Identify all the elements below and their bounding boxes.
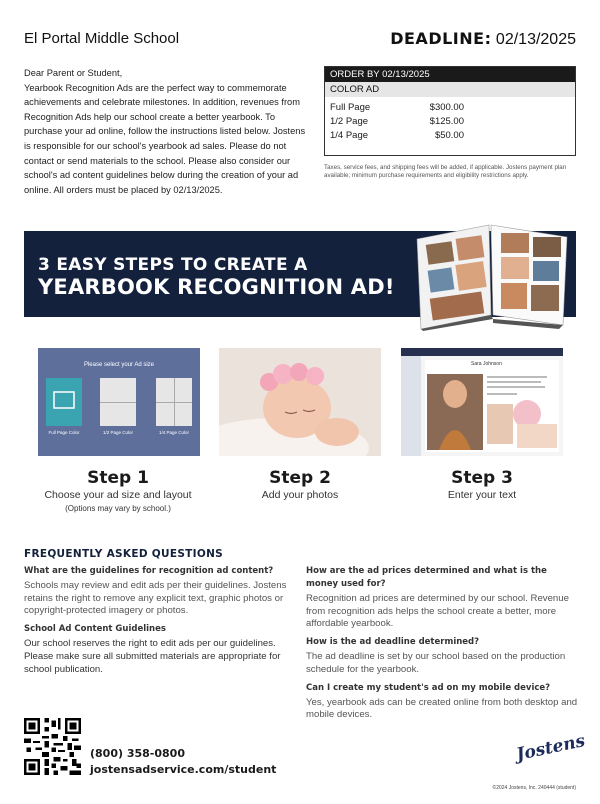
step1-description: Choose your ad size and layout — [44, 489, 192, 501]
faq-answer: Recognition ad prices are determined by our school. Revenue from recognition ads helps the school create a better, more affordable yearbook. — [306, 593, 569, 630]
faq-left-column — [24, 565, 296, 681]
intro-letter: Dear Parent or Student, Yearbook Recognition Ads are the perfect way to commemorate achievements and celebrate milestones. In addition, revenues from Recognition Ads help our school create a better yearbook. To purchase your ad online, follow the instructions listed below. Jostens is responsible for our school's yearbook ad sales. Please do not contact or send materials to the school. Please also consider our school's ad content guidelines below during the creation of your ad online. All orders must be placed by 02/13/2025. — [24, 68, 306, 195]
price-row-name: 1/4 Page — [330, 129, 369, 141]
deadline-date: 02/13/2025 — [495, 31, 576, 48]
faq-subheading: School Ad Content Guidelines — [24, 624, 166, 635]
price-row-price: $50.00 — [434, 129, 464, 141]
order-website-link[interactable]: jostensadservice.com/student — [90, 763, 277, 776]
price-row-price: $300.00 — [429, 101, 464, 113]
ad-size-prompt: Please select your Ad size — [83, 362, 155, 368]
step1-note: (Options may vary by school.) — [65, 504, 171, 513]
school-name: El Portal Middle School — [24, 30, 180, 47]
faq-answer: Schools may review and edit ads per their guidelines. Jostens retains the right to remove any explicit text, graphic photos or copyright-protected imagery or photos. — [24, 580, 287, 617]
price-row-name: 1/2 Page — [330, 115, 369, 127]
ad-size-option-label: Full Page Color — [48, 430, 80, 435]
deadline-label: DEADLINE: — [390, 29, 492, 48]
faq-question: How is the ad deadline determined? — [306, 637, 480, 648]
faq-right-column — [306, 565, 578, 727]
phone-number[interactable]: (800) 358-0800 — [90, 747, 185, 760]
price-row — [325, 128, 575, 142]
banner-line-1: 3 EASY STEPS TO CREATE A — [38, 255, 308, 275]
step3-title: Step 3 — [451, 468, 513, 488]
faq-answer: Our school reserves the right to edit ads per our guidelines. Please make sure all submitted materials are appropriate for school publication. — [24, 638, 281, 675]
faq-question: Can I create my student's ad on my mobile device? — [306, 682, 551, 693]
steps-banner — [24, 231, 576, 317]
copyright-notice: ©2024 Jostens, Inc. 240444 (student) — [492, 785, 576, 791]
price-row — [325, 114, 575, 128]
faq-answer: Yes, yearbook ads can be created online from both desktop and mobile devices. — [306, 696, 578, 721]
price-row-price: $125.00 — [429, 115, 464, 127]
faq-question: How are the ad prices determined and what is the money used for? — [306, 566, 547, 589]
ad-size-option-label: 1/2 Page Color — [102, 430, 134, 435]
faq-question: What are the guidelines for recognition ad content? — [24, 566, 274, 576]
qr-code[interactable] — [24, 718, 81, 775]
jostens-logo: Jostens — [514, 730, 587, 766]
price-row — [325, 100, 575, 114]
order-fine-print: Taxes, service fees, and shipping fees will be added, if applicable. Jostens payment plan available; minimum purchase requirements and eligibility restrictions apply. — [324, 164, 567, 180]
step3-editor-screenshot — [401, 348, 563, 456]
faq-title: FREQUENTLY ASKED QUESTIONS — [24, 548, 224, 560]
baby-photo-art — [219, 348, 381, 456]
faq-answer: The ad deadline is set by our school based on the production schedule for the yearbook. — [306, 651, 566, 675]
step3-description: Enter your text — [447, 489, 517, 501]
order-box — [324, 66, 576, 156]
step2-title: Step 2 — [269, 468, 331, 488]
ad-size-option-label: 1/4 Page Color — [158, 430, 190, 435]
editor-student-name: Sara Johnson — [471, 361, 502, 367]
step2-description: Add your photos — [261, 489, 339, 501]
deadline — [390, 29, 576, 49]
step1-title: Step 1 — [87, 468, 149, 488]
banner-line-2: YEARBOOK RECOGNITION AD! — [38, 275, 395, 299]
step1-screenshot — [38, 348, 200, 456]
order-subheading: COLOR AD — [325, 82, 575, 97]
yearbook-illustration — [409, 219, 574, 331]
order-heading: ORDER BY 02/13/2025 — [325, 67, 575, 82]
step2-baby-photo — [219, 348, 381, 456]
price-row-name: Full Page — [330, 101, 371, 113]
